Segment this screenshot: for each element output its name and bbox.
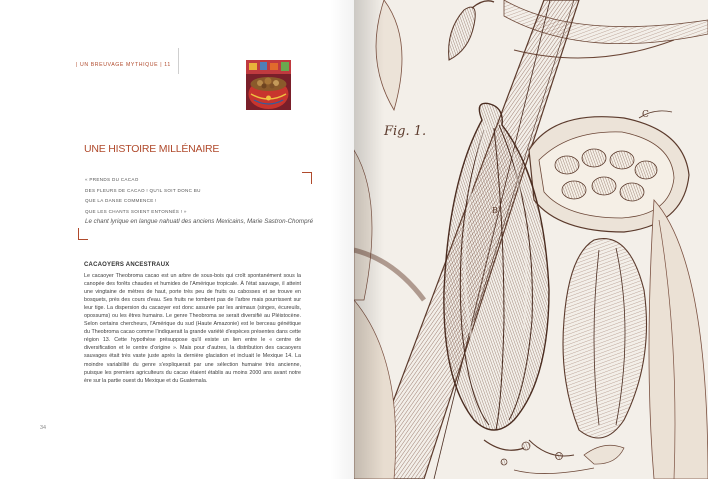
gutter-shadow-left — [330, 0, 354, 479]
epigraph-line: « PRENDS DU CACAO — [85, 177, 139, 182]
running-head: | UN BREUVAGE MYTHIQUE | 11 — [76, 62, 171, 68]
page-number: 34 — [40, 425, 46, 431]
quote-corner-bottom-left — [78, 228, 88, 240]
body-paragraph: Le cacaoyer Theobroma cacao est un arbre de sous-bois qui croît spontanément sous la canopée des forêts chaudes et humides de l'Amérique tropicale. À l'état sauvage, il atteint une vingtaine de mètres de haut, porte très peu de fruits ou cabosses et se trouve en bosquets, près des cours d'eau. Ses fruits ne tombent pas de l'arbre mais pourrissent sur leur tige. La dispersion du cacaoyer est donc assurée par les animaux (singes, écureuils, opossums) ou les êtres humains. Le genre Theobroma se serait diversifié au Pléistocène. Selon certains chercheurs, l'Amérique du sud (Haute Amazonie) est le berceau génétique du Theobroma cacao comme l'indiquerait la grande variété d'espèces présentes dans cette région 13. Cette hypothèse présuppose qu'il existe un lien entre le « centre de diversification et le centre d'origine ». Mais pour d'autres, la distribution des cacaoyers sauvages était très vaste juste après la dernière glaciation et incluait le Mexique 14. La moindre variabilité du genre s'expliquerait par une sélection humaine très ancienne, puisque les premiers agriculteurs du cacao étaient établis au moins 2000 ans avant notre ère sur la partie ouest du Mexique et du Guatemala. — [84, 273, 301, 384]
right-page-engraving — [354, 0, 708, 479]
epigraph-line: DES FLEURS DE CACAO ! QU'IL SOIT DONC BU — [85, 187, 201, 193]
gutter-shadow-right — [354, 0, 384, 479]
plate-label-b: B — [492, 206, 498, 215]
epigraph-line: QUE LES CHANTS SOIENT ENTONNÉS ! » — [85, 208, 187, 214]
running-head-rule — [178, 48, 179, 74]
epigraph-citation: Le chant lyrique en langue nahuatl des anciens Mexicains, Marie Sastron-Chompré — [85, 218, 314, 225]
plate-figure-label: Fig. 1. — [384, 124, 427, 139]
cacao-engraving — [354, 0, 708, 479]
body-heading: CACAOYERS ANCESTRAUX — [84, 262, 170, 268]
cacao-bowl-photo — [246, 60, 291, 110]
epigraph-line: QUE LA DANSE COMMENCE ! — [85, 198, 157, 203]
plate-label-c: C — [642, 110, 649, 120]
cacao-bowl-illustration — [246, 60, 291, 110]
section-title: UNE HISTOIRE MILLÉNAIRE — [84, 143, 220, 155]
epigraph — [85, 175, 315, 227]
